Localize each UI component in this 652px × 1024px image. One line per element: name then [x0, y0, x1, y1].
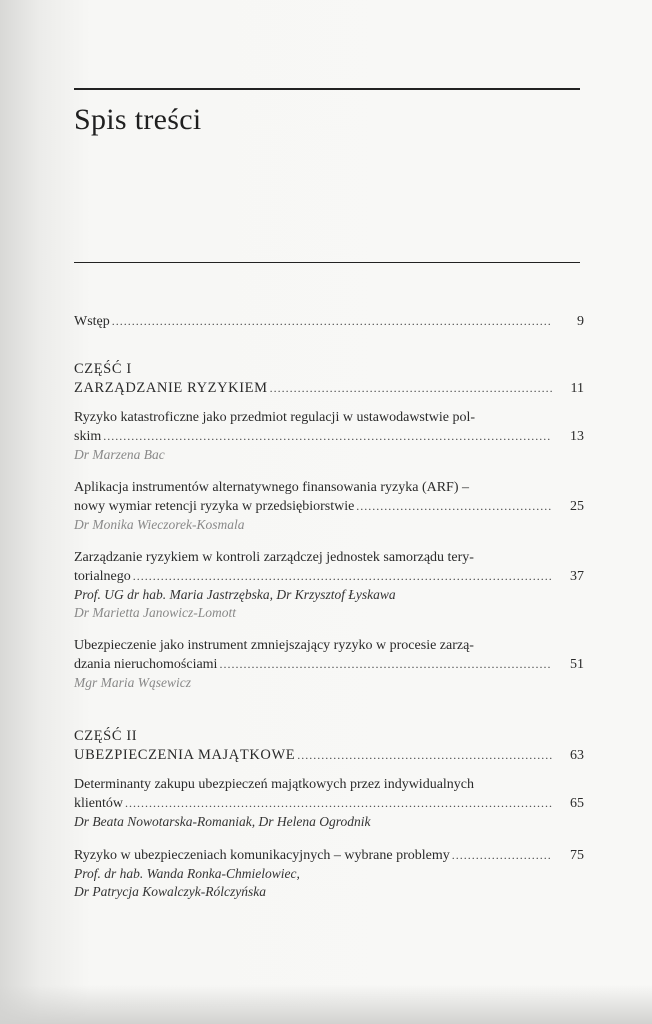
- page-title: Spis treści: [74, 103, 202, 136]
- leader-dots: [133, 567, 552, 585]
- page-number: 25: [570, 499, 584, 514]
- leader-dots: [356, 497, 552, 515]
- part-label: CZĘŚĆ II: [74, 728, 138, 744]
- page-number: 65: [570, 796, 584, 811]
- entry-author: Dr Monika Wieczorek-Kosmala: [74, 517, 245, 532]
- entry-title-line1: Ryzyko katastroficzne jako przedmiot regulacji w ustawodawstwie pol-: [74, 410, 476, 425]
- entry-title-line2: torialnego: [74, 569, 131, 584]
- part-heading[interactable]: [74, 379, 584, 398]
- leader-dots: [219, 655, 552, 673]
- toc-entry[interactable]: [74, 846, 584, 901]
- entry-title-line2: skim: [74, 429, 102, 444]
- toc-entry[interactable]: [74, 409, 584, 464]
- page-number: 63: [570, 748, 584, 763]
- entry-author: Prof. UG dr hab. Maria Jastrzębska, Dr Krzysztof Łyskawa: [74, 587, 396, 602]
- part-heading[interactable]: [74, 746, 584, 765]
- entry-title-line2: dzania nieruchomościami: [74, 657, 218, 672]
- part-title: ZARZĄDZANIE RYZYKIEM: [74, 380, 268, 396]
- toc-entry-intro[interactable]: [74, 312, 584, 331]
- entry-author: Dr Marietta Janowicz-Lomott: [74, 605, 236, 620]
- leader-dots: [103, 427, 552, 445]
- entry-author: Prof. dr hab. Wanda Ronka-Chmielowiec,: [74, 866, 300, 881]
- page-bottom-shadow: [0, 985, 652, 1024]
- page-number: 75: [570, 848, 584, 863]
- entry-title-line1: Ubezpieczenie jako instrument zmniejszający ryzyko w procesie zarzą-: [74, 638, 474, 653]
- page-number: 9: [577, 314, 584, 329]
- middle-rule: [74, 262, 580, 263]
- entry-author: Dr Beata Nowotarska-Romaniak, Dr Helena Ogrodnik: [74, 814, 371, 829]
- leader-dots: [270, 379, 552, 397]
- entry-title-line1: Zarządzanie ryzykiem w kontroli zarządczej jednostek samorządu tery-: [74, 550, 474, 565]
- entry-title-line1: Determinanty zakupu ubezpieczeń majątkowych przez indywidualnych: [74, 777, 475, 792]
- entry-author: Dr Patrycja Kowalczyk-Rólczyńska: [74, 884, 266, 899]
- toc-entry[interactable]: [74, 776, 584, 831]
- entry-author: Dr Marzena Bac: [74, 447, 165, 462]
- toc-entry[interactable]: [74, 479, 584, 534]
- entry-title-line1: Aplikacja instrumentów alternatywnego finansowania ryzyka (ARF) –: [74, 480, 470, 495]
- leader-dots: [452, 846, 552, 864]
- entry-title-line1: Ryzyko w ubezpieczeniach komunikacyjnych – wybrane problemy: [74, 848, 450, 863]
- entry-title-line2: klientów: [74, 796, 123, 811]
- toc-entry[interactable]: [74, 637, 584, 692]
- page-number: 11: [570, 381, 584, 396]
- page-number: 37: [570, 569, 584, 584]
- entry-author: Mgr Maria Wąsewicz: [74, 675, 191, 690]
- part-label: CZĘŚĆ I: [74, 361, 132, 377]
- top-rule: [74, 88, 580, 90]
- part-title: UBEZPIECZENIA MAJĄTKOWE: [74, 747, 296, 763]
- page-number: 51: [570, 657, 584, 672]
- leader-dots: [112, 312, 552, 330]
- page-number: 13: [570, 429, 584, 444]
- leader-dots: [297, 746, 552, 764]
- table-of-contents: [74, 312, 584, 901]
- entry-title-line2: nowy wymiar retencji ryzyka w przedsiębiorstwie: [74, 499, 355, 514]
- toc-entry[interactable]: [74, 549, 584, 622]
- entry-title: Wstęp: [74, 314, 110, 329]
- leader-dots: [125, 794, 552, 812]
